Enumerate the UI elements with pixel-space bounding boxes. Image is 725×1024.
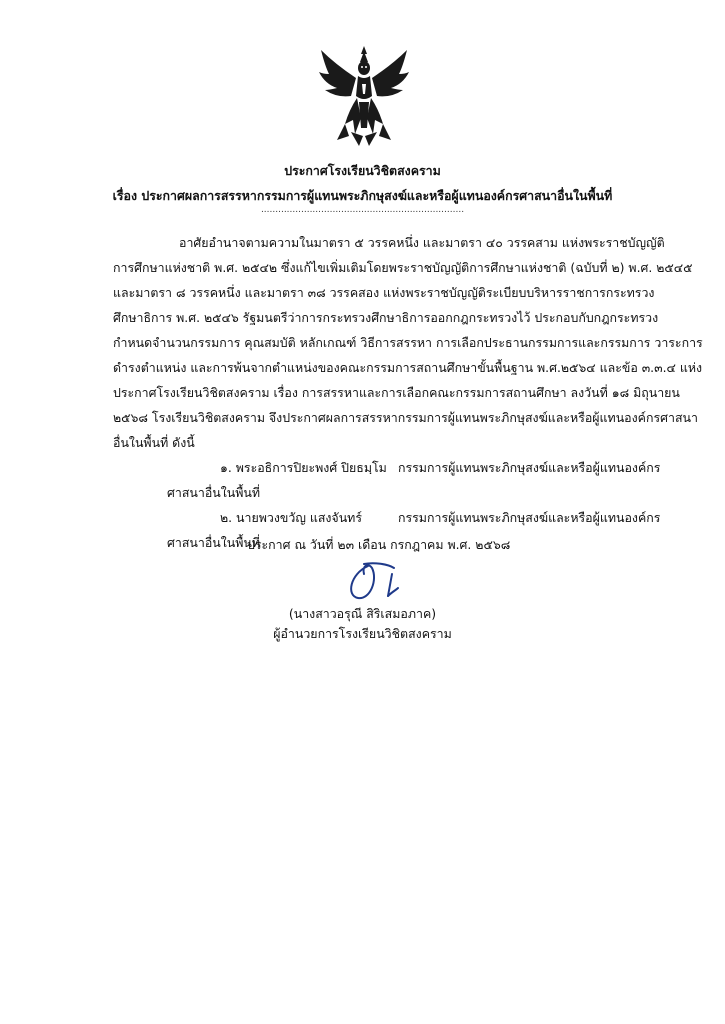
garuda-emblem-icon: [315, 44, 413, 148]
document-subject: เรื่อง ประกาศผลการสรรหากรรมการผู้แทนพระภิกษุสงฆ์และหรือผู้แทนองค์กรศาสนาอื่นในพื้นที่: [112, 188, 613, 203]
member-role: กรรมการผู้แทนพระภิกษุสงฆ์และหรือผู้แทนองค์กร: [398, 460, 661, 475]
member-role: กรรมการผู้แทนพระภิกษุสงฆ์และหรือผู้แทนองค์กร: [398, 510, 661, 525]
signatory-position: ผู้อำนวยการโรงเรียนวิชิตสงคราม: [273, 626, 452, 641]
title-divider: .......................................................................: [260, 205, 465, 215]
member-role-continuation: ศาสนาอื่นในพื้นที่: [167, 485, 261, 500]
member-name: ๒. นายพวงขวัญ แสงจันทร์: [220, 510, 362, 525]
body-line: ๒๕๖๘ โรงเรียนวิชิตสงคราม จึงประกาศผลการสรรหากรรมการผู้แทนพระภิกษุสงฆ์และหรือผู้แทนองค์กรศาสนา: [113, 410, 698, 425]
body-line: การศึกษาแห่งชาติ พ.ศ. ๒๕๔๒ ซึ่งแก้ไขเพิ่มเติมโดยพระราชบัญญัติการศึกษาแห่งชาติ (ฉบับที่ ๒) พ.ศ. ๒๕๔๕: [113, 260, 693, 275]
body-line: ดำรงตำแหน่ง และการพ้นจากตำแหน่งของคณะกรรมการสถานศึกษาขั้นพื้นฐาน พ.ศ.๒๕๖๔ และข้อ ๓.๓.๔ แห่ง: [113, 360, 703, 375]
member-name: ๑. พระอธิการปิยะพงศ์ ปิยธมฺโม: [220, 460, 387, 475]
announcement-date: ประกาศ ณ วันที่ ๒๓ เดือน กรกฎาคม พ.ศ. ๒๕๖๘: [247, 537, 511, 552]
body-line: อาศัยอำนาจตามความในมาตรา ๕ วรรคหนึ่ง และมาตรา ๔๐ วรรคสาม แห่งพระราชบัญญัติ: [179, 235, 665, 250]
document-title: ประกาศโรงเรียนวิชิตสงคราม: [284, 163, 441, 178]
member-role-continuation: ศาสนาอื่นในพื้นที่: [167, 535, 261, 550]
body-line: ประกาศโรงเรียนวิชิตสงคราม เรื่อง การสรรหาและการเลือกคณะกรรมการสถานศึกษา ลงวันที่ ๑๘ มิถุนายน: [113, 385, 680, 400]
signatory-name: (นางสาวอรุณี สิริเสมอภาค): [288, 606, 437, 621]
body-line: ศึกษาธิการ พ.ศ. ๒๕๔๖ รัฐมนตรีว่าการกระทรวงศึกษาธิการออกกฎกระทรวงไว้ ประกอบกับกฎกระทรวง: [113, 310, 659, 325]
body-line: กำหนดจำนวนกรรมการ คุณสมบัติ หลักเกณฑ์ วิธีการสรรหา การเลือกประธานกรรมการและกรรมการ วาระการ: [113, 335, 703, 350]
body-line: และมาตรา ๘ วรรคหนึ่ง และมาตรา ๓๘ วรรคสอง แห่งพระราชบัญญัติระเบียบบริหารราชการกระทรวง: [113, 285, 655, 300]
signature-icon: [338, 560, 408, 604]
body-line: อื่นในพื้นที่ ดังนี้: [113, 435, 195, 450]
